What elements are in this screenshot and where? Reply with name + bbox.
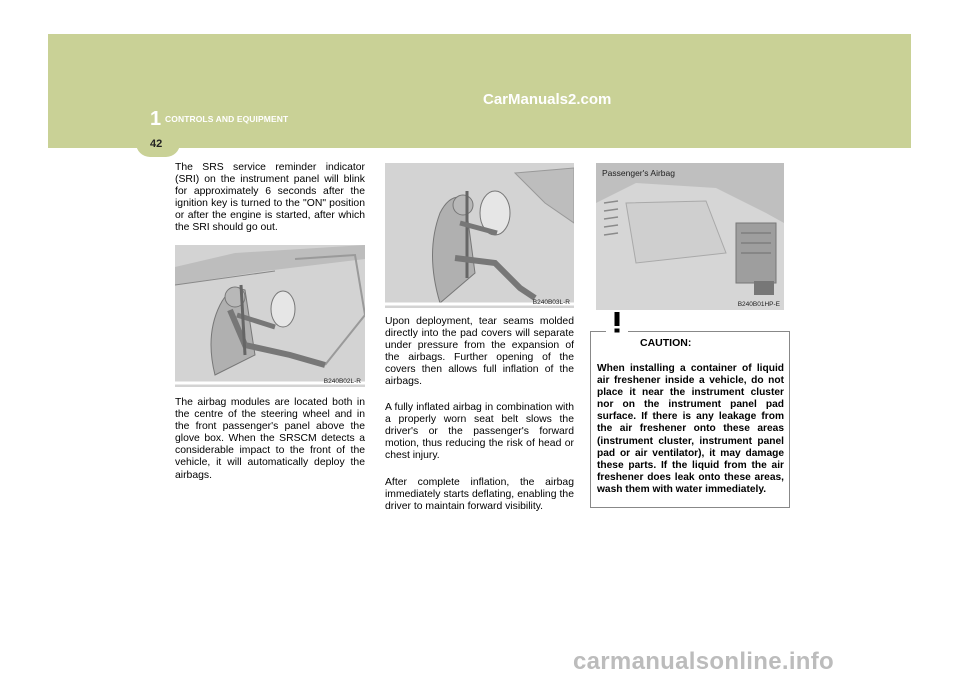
watermark-link[interactable]: CarManuals2.com [483,91,612,108]
header-band [48,34,911,148]
figure-label: Passenger's Airbag [602,168,675,178]
airbag-location-paragraph: The airbag modules are located both in the centre of the steering wheel and in the front passenger's panel above the glove box. When the SRSCM detects a considerable impact to the front of the vehicle, it will automatically deploy the airbags. [175,397,365,481]
driver-airbag-illustration [175,245,365,387]
warning-icon [606,310,628,334]
figure-code: B240B01HP-E [737,301,780,308]
dashboard-photo-illustration [596,163,784,310]
page-number: 42 [150,138,163,150]
inflation-paragraph: A fully inflated airbag in combination with a properly worn seat belt slows the driver's or the passenger's forward motion, thus reducing the risk of head or chest injury. [385,402,574,462]
deployment-paragraph: Upon deployment, tear seams molded directly into the pad covers will separate under pressure from the expansion of the airbags. Further opening of the covers then allows full inflation of the airbags. [385,316,574,388]
passenger-airbag-figure [596,163,784,310]
airbag-deployment-figure [385,163,574,308]
sri-paragraph: The SRS service reminder indicator (SRI) on the instrument panel will blink for approximately 6 seconds after the ignition key is turned to the "ON" position or after the engine is started, after which the SRI should go out. [175,162,365,234]
passenger-airbag-illustration [385,163,574,308]
figure-code: B240B02L-R [323,378,361,385]
figure-code: B240B03L-R [532,299,570,306]
chapter-title: CONTROLS AND EQUIPMENT [165,114,289,124]
deflation-paragraph: After complete inflation, the airbag immediately starts deflating, enabling the driver to maintain forward visibility. [385,477,574,513]
footer-watermark: carmanualsonline.info [573,648,835,675]
caution-title: CAUTION: [640,337,692,349]
airbag-side-view-figure [175,245,365,387]
chapter-number: 1 [150,108,162,130]
caution-box [590,331,790,508]
caution-text: When installing a container of liquid air freshener inside a vehicle, do not place it near the instrument cluster nor on the instrument panel pad surface. If there is any leakage from the air freshener onto these areas (instrument cluster, instrument panel pad or air ventilator), it may damage these parts. If the liquid from the air freshener does leak onto these areas, wash them with water immediately. [597,363,784,495]
